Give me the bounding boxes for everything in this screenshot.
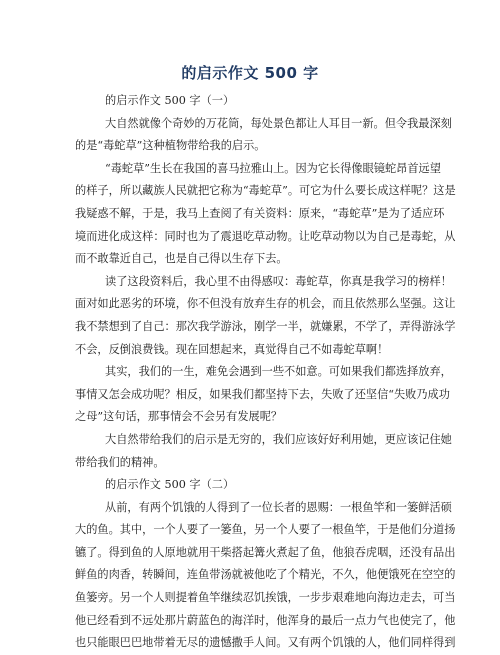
text-line: 事情又怎会成功呢？相反，如果我们都坚持下去，失败了还坚信“失败乃成功 xyxy=(75,387,450,401)
text-line: 的样子，所以藏族人民就把它称为“毒蛇草”。可它为什么要长成这样呢？这是 xyxy=(75,184,456,198)
text-line: “毒蛇草”生长在我国的喜马拉雅山上。因为它长得像眼镜蛇昂首远望 xyxy=(105,161,441,175)
text-line: 不会，反倒浪费钱。现在回想起来，真觉得自己不如毒蛇草啊！ xyxy=(75,342,389,356)
text-line: 也只能眼巴巴地带着无尽的遗憾撒手人间。又有两个饥饿的人，他们同样得到 xyxy=(75,636,456,650)
text-line: 带给我们的精神。 xyxy=(75,455,165,469)
page-title: 的启示作文 500 字 xyxy=(181,64,319,82)
text-line: 大自然带给我们的启示是无穷的，我们应该好好利用她，更应该记住她 xyxy=(105,432,452,446)
section-heading: 的启示作文 500 字（一） xyxy=(105,94,235,107)
text-line: 大自然就像个奇妙的万花筒，每处景色都让人耳目一新。但令我最深刻 xyxy=(105,116,452,130)
text-line: 从前，有两个饥饿的人得到了一位长者的恩赐：一根鱼竿和一篓鲜活硕 xyxy=(105,500,452,514)
text-line: 境而进化成这样：同时也为了震退吃草动物。让吃草动物以为自己是毒蛇，从 xyxy=(75,229,456,243)
text-line: 其实，我们的一生，难免会遇到一些不如意。可如果我们都选择放弃， xyxy=(105,365,452,379)
text-line: 镳了。得到鱼的人原地就用干柴搭起篝火煮起了鱼，他狼吞虎咽，还没有品出 xyxy=(75,545,456,559)
text-line: 面对如此恶劣的环境，你不但没有放弃生存的机会，而且依然那么坚强。这让 xyxy=(75,297,456,311)
text-line: 他已经看到不远处那片蔚蓝色的海洋时，他浑身的最后一点力气也使完了，他 xyxy=(75,613,456,627)
text-line: 我不禁想到了自己：那次我学游泳，刚学一半，就嫌累，不学了，弄得游泳学 xyxy=(75,319,456,333)
text-line: 而不敢靠近自己，也是自己得以生存下去。 xyxy=(75,252,288,266)
article-body xyxy=(75,90,456,655)
text-line: 鲜鱼的肉香，转瞬间，连鱼带汤就被他吃了个精光，不久，他便饿死在空空的 xyxy=(75,568,456,582)
text-line: 读了这段资料后，我心里不由得感叹：毒蛇草，你真是我学习的榜样！ xyxy=(105,274,452,288)
text-line: 我疑惑不解，于是，我马上查阅了有关资料：原来，“毒蛇草”是为了适应环 xyxy=(75,206,445,220)
text-line: 大的鱼。其中，一个人要了一篓鱼，另一个人要了一根鱼竿，于是他们分道扬 xyxy=(75,523,456,537)
section-heading: 的启示作文 500 字（二） xyxy=(105,478,235,492)
text-line: 鱼篓旁。另一个人则提着鱼竿继续忍饥挨饿，一步步艰难地向海边走去，可当 xyxy=(75,591,456,605)
text-line: 之母”这句话，那事情会不会另有发展呢？ xyxy=(75,410,283,424)
text-line: 的是“毒蛇草”这种植物带给我的启示。 xyxy=(75,139,266,153)
